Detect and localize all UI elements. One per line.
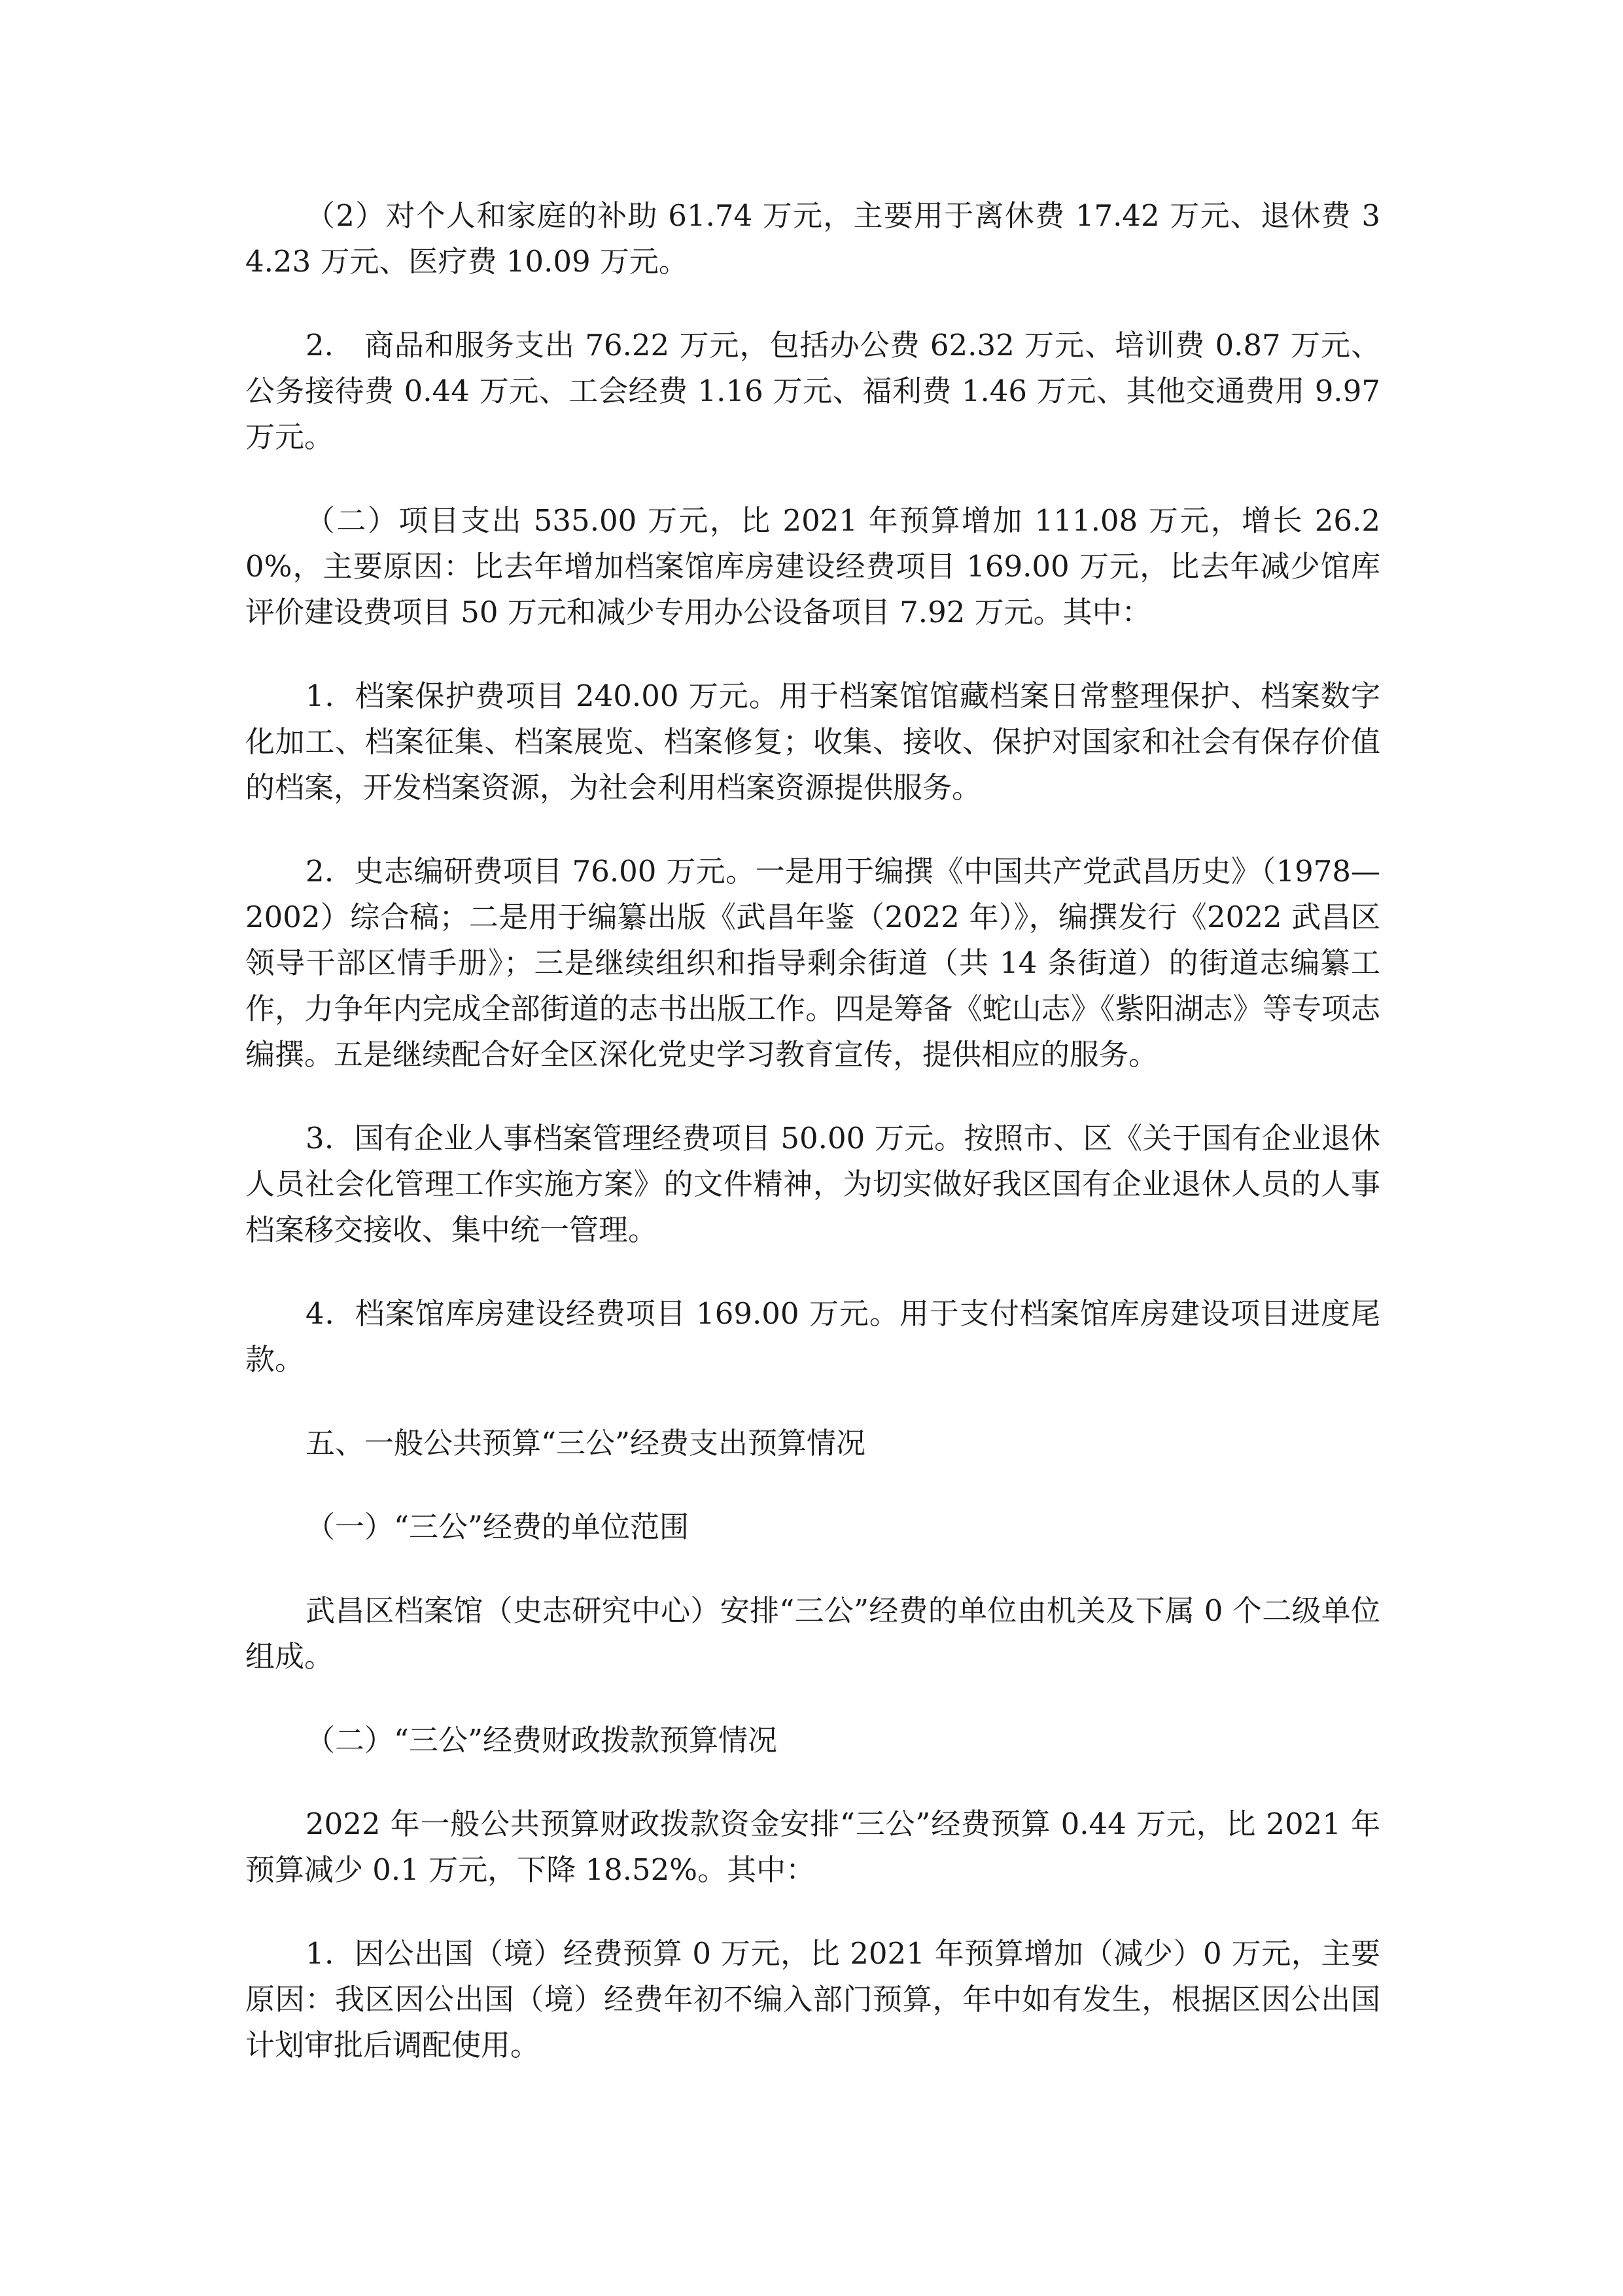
paragraph-goods-services: 2. 商品和服务支出 76.22 万元，包括办公费 62.32 万元、培训费 0.87 万元、公务接待费 0.44 万元、工会经费 1.16 万元、福利费 1.46 万元、其他交通费用 9.97 万元。 (245, 328, 1380, 454)
paragraph-soe-personnel-archives: 3．国有企业人事档案管理经费项目 50.00 万元。按照市、区《关于国有企业退休人员社会化管理工作实施方案》的文件精神，为切实做好我区国有企业退休人员的人事档案移交接收、集中统一管理。 (245, 1121, 1380, 1247)
paragraph-history-compilation: 2．史志编研费项目 76.00 万元。一是用于编撰《中国共产党武昌历史》（1978—2002）综合稿；二是用于编纂出版《武昌年鉴（2022 年）》，编撰发行《2022 武昌区领导干部区情手册》；三是继续组织和指导剩余街道（共 14 条街道）的街道志编纂工作，力争年内完成全部街道的志书出版工作。四是筹备《蛇山志》《紫阳湖志》等专项志编撰。五是继续配合好全区深化党史学习教育宣传，提供相应的服务。 (245, 854, 1380, 1072)
paragraph-archive-building: 4．档案馆库房建设经费项目 169.00 万元。用于支付档案馆库房建设项目进度尾款。 (245, 1296, 1380, 1377)
paragraph-fiscal-allocation: 2022 年一般公共预算财政拨款资金安排“三公”经费预算 0.44 万元，比 2021 年预算减少 0.1 万元，下降 18.52%。其中： (245, 1807, 1380, 1887)
heading-three-public-expenses: 五、一般公共预算“三公”经费支出预算情况 (305, 1426, 866, 1460)
paragraph-overseas-travel: 1．因公出国（境）经费预算 0 万元，比 2021 年预算增加（减少）0 万元，主要原因：我区因公出国（境）经费年初不编入部门预算，年中如有发生，根据区因公出国计划审批后调配使用。 (245, 1936, 1380, 2062)
paragraph-individual-subsidy: （2）对个人和家庭的补助 61.74 万元，主要用于离休费 17.42 万元、退休费 34.23 万元、医疗费 10.09 万元。 (245, 198, 1380, 279)
subheading-fiscal-allocation: （二）“三公”经费财政拨款预算情况 (305, 1723, 778, 1757)
document-body (245, 193, 1380, 2106)
paragraph-archive-protection: 1．档案保护费项目 240.00 万元。用于档案馆馆藏档案日常整理保护、档案数字化加工、档案征集、档案展览、档案修复；收集、接收、保护对国家和社会有保存价值的档案，开发档案资源，为社会利用档案资源提供服务。 (245, 679, 1380, 805)
paragraph-project-expenditure: （二）项目支出 535.00 万元，比 2021 年预算增加 111.08 万元，增长 26.20%，主要原因：比去年增加档案馆库房建设经费项目 169.00 万元，比去年减少馆库评价建设费项目 50 万元和减少专用办公设备项目 7.92 万元。其中： (245, 503, 1380, 629)
paragraph-unit-scope: 武昌区档案馆（史志研究中心）安排“三公”经费的单位由机关及下属 0 个二级单位组成。 (245, 1593, 1380, 1674)
subheading-unit-scope: （一）“三公”经费的单位范围 (305, 1510, 689, 1544)
